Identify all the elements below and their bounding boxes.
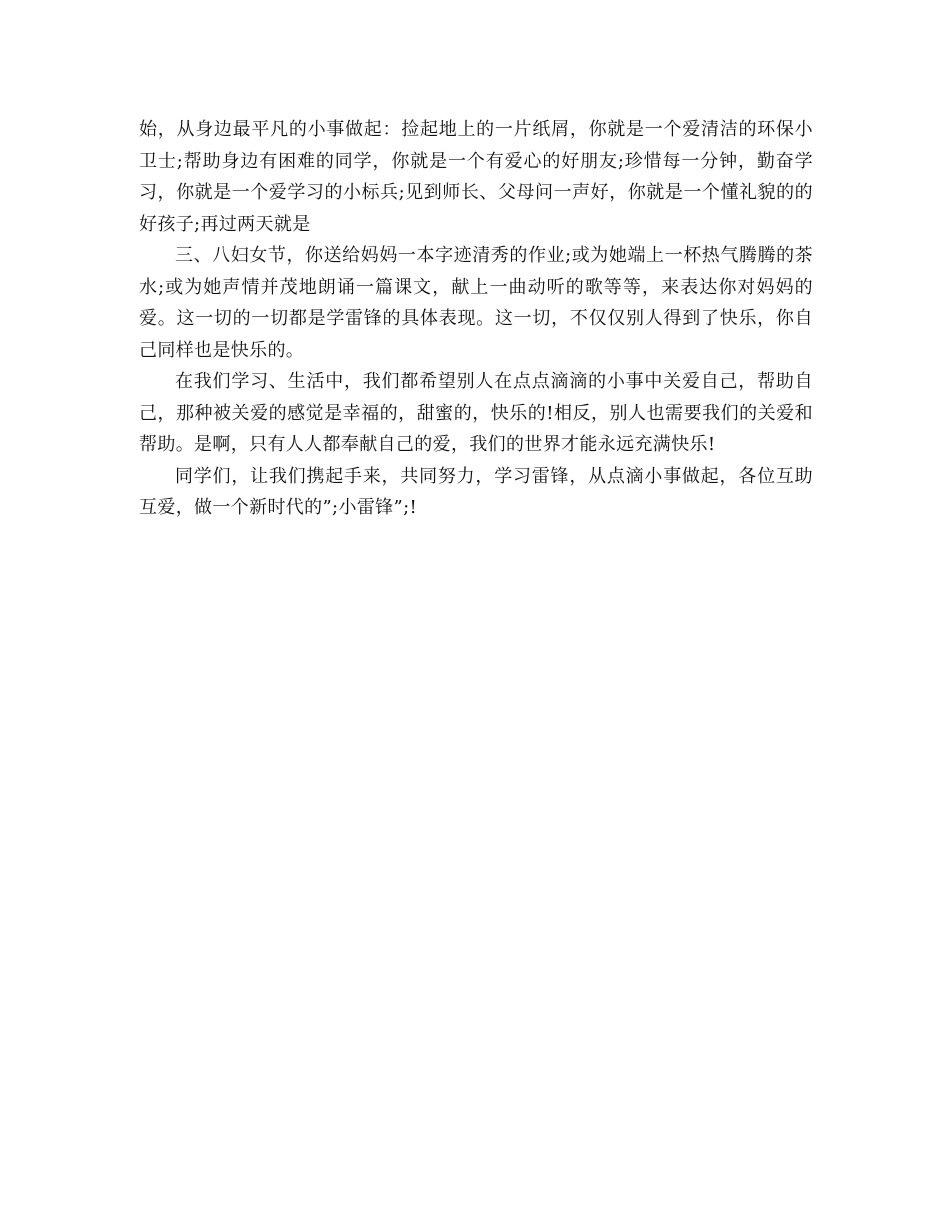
paragraph-3: 在我们学习、生活中，我们都希望别人在点点滴滴的小事中关爱自己，帮助自己，那种被关爱的感觉是幸福的，甜蜜的，快乐的!相反，别人也需要我们的关爱和帮助。是啊，只有人人都奉献自己的爱，我们的世界才能永远充满快乐! [139,371,813,455]
paragraph-2: 三、八妇女节，你送给妈妈一本字迹清秀的作业;或为她端上一杯热气腾腾的茶水;或为她声情并茂地朗诵一篇课文，献上一曲动听的歌等等，来表达你对妈妈的爱。这一切的一切都是学雷锋的具体表现。这一切，不仅仅别人得到了快乐，你自己同样也是快乐的。 [139,245,813,361]
body-text [139,114,813,524]
paragraph-4: 同学们，让我们携起手来，共同努力，学习雷锋，从点滴小事做起，各位互助互爱，做一个新时代的”;小雷锋”;! [139,465,813,518]
paragraph-1: 始，从身边最平凡的小事做起：捡起地上的一片纸屑，你就是一个爱清洁的环保小卫士;帮助身边有困难的同学，你就是一个有爱心的好朋友;珍惜每一分钟，勤奋学习，你就是一个爱学习的小标兵;见到师长、父母问一声好，你就是一个懂礼貌的的好孩子;再过两天就是 [139,119,813,235]
